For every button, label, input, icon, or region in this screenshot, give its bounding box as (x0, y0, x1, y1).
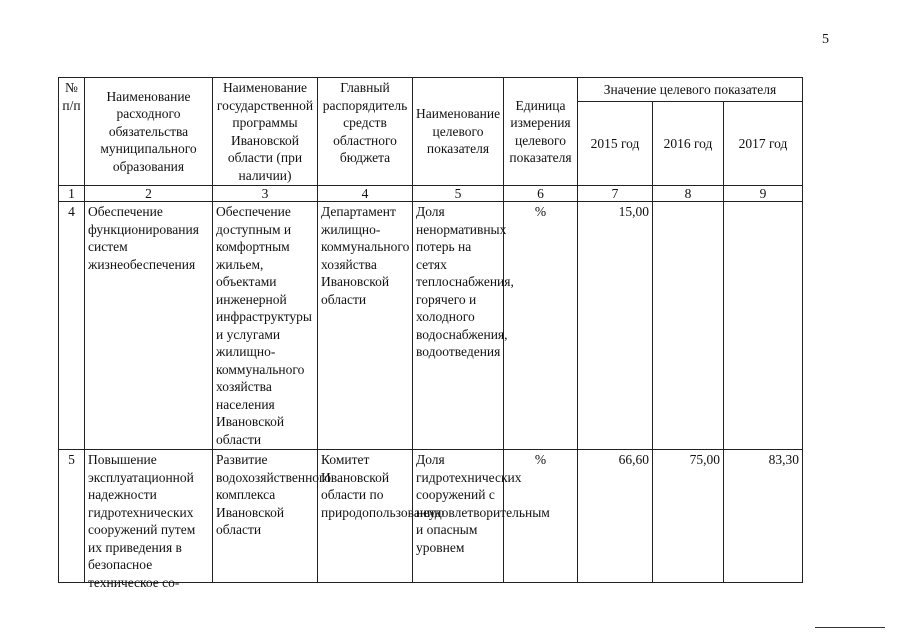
col-number: 3 (213, 186, 318, 202)
col-number: 6 (504, 186, 578, 202)
row-value-2017: 83,30 (724, 450, 803, 583)
row-unit: % (504, 202, 578, 450)
row-manager: Департамент жилищно-коммунального хозяйства Ивановской области (318, 202, 413, 450)
col-number: 9 (724, 186, 803, 202)
header-2016: 2016 год (653, 102, 724, 186)
col-number: 7 (578, 186, 653, 202)
row-value-2016: 75,00 (653, 450, 724, 583)
row-indicator (413, 450, 550, 583)
row-num: 5 (59, 450, 85, 583)
row-indicator: Доля ненормативных потерь на сетях теплоснабжения, горячего и холодного водоснабжения, водоотведения (413, 202, 504, 450)
table-row (59, 202, 803, 450)
header-2017: 2017 год (724, 102, 803, 186)
row-manager: Комитет Ивановской области по природопользованию (318, 450, 413, 583)
col-number: 1 (59, 186, 85, 202)
col-number: 5 (413, 186, 504, 202)
target-indicators-table (58, 77, 803, 590)
row-num: 4 (59, 202, 85, 450)
col-number: 2 (85, 186, 213, 202)
row-expense-text: Повышение эксплуатационной надежности гидротехнических сооружений путем их приведения в безопасное техническое со- (88, 452, 196, 590)
header-unit: Единица измерения целевого показателя (504, 78, 578, 186)
header-manager: Главный распорядитель средств областного бюджета (318, 78, 413, 186)
column-numbers-row (59, 186, 803, 202)
row-expense: Обеспечение функционирования систем жизнеобеспечения (85, 202, 213, 450)
header-row-1 (59, 78, 803, 102)
row-program: Обеспечение доступным и комфортным жильем, объектами инженерной инфраструктуры и услугами жилищно-коммунального хозяйства населения Ивановской области (213, 202, 318, 450)
col-number: 8 (653, 186, 724, 202)
row-program: Развитие водохозяйственного комплекса Ивановской области (213, 450, 318, 583)
row-value-2016 (653, 202, 724, 450)
header-num: № п/п (59, 78, 85, 186)
header-expense: Наименование расходного обязательства муниципального образования (85, 78, 213, 186)
row-indicator-text: Доля гидротехнических сооружений с неудовлетворительным и опасным уровнем (416, 452, 550, 555)
header-program: Наименование государственной программы Ивановской области (при наличии) (213, 78, 318, 186)
signature-line (815, 627, 885, 628)
row-value-2015: 15,00 (578, 202, 653, 450)
row-expense (85, 450, 213, 590)
row-value-2017 (724, 202, 803, 450)
col-number: 4 (318, 186, 413, 202)
row-unit: % (504, 450, 578, 583)
header-indicator: Наименование целевого показателя (413, 78, 504, 186)
table-row (59, 450, 803, 583)
header-2015: 2015 год (578, 102, 653, 186)
row-value-2015: 66,60 (578, 450, 653, 583)
header-target-group: Значение целевого показателя (578, 78, 803, 102)
page-number: 5 (822, 32, 829, 47)
